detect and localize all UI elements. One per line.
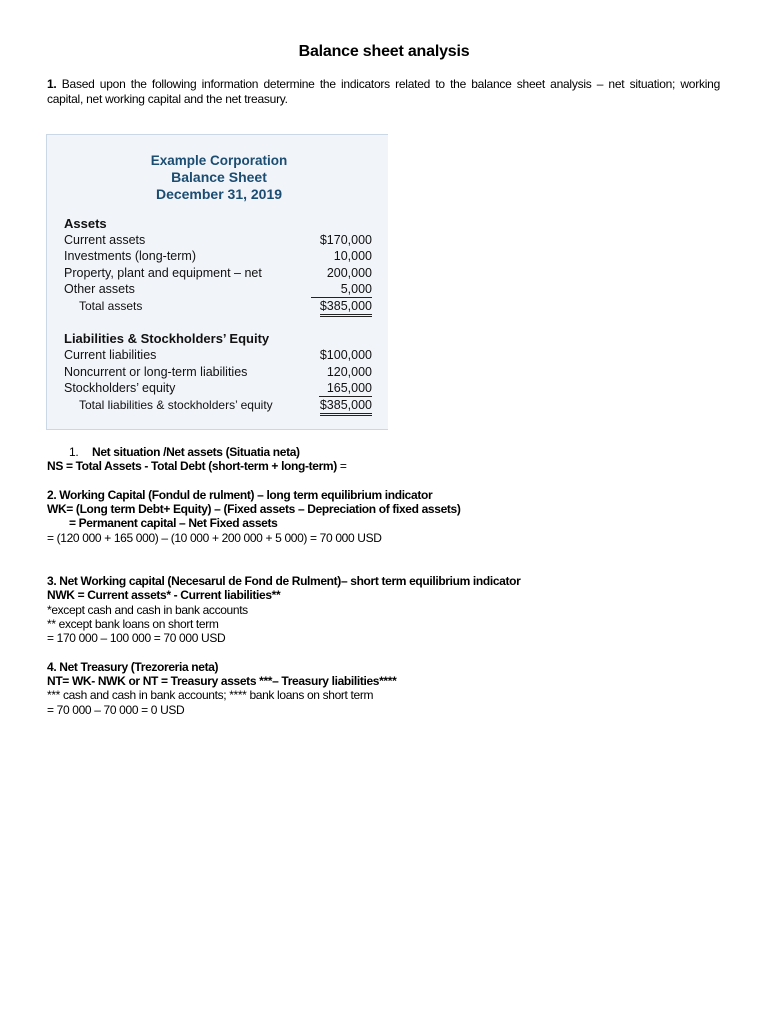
bs-row-label: Current assets: [64, 233, 146, 247]
bs-row-label: Property, plant and equipment – net: [64, 266, 262, 280]
page-title: Balance sheet analysis: [298, 43, 470, 60]
nt-calculation: = 70 000 – 70 000 = 0 USD: [47, 703, 185, 717]
bs-row-label: Other assets: [64, 282, 135, 296]
nwk-note-1: *except cash and cash in bank accounts: [47, 603, 248, 617]
bs-liabilities-heading: Liabilities & Stockholders’ Equity: [64, 331, 270, 346]
nt-note: *** cash and cash in bank accounts; **** bank loans on short term: [47, 688, 374, 702]
bs-asset-row: [64, 266, 372, 282]
section-2-heading: 2. Working Capital (Fondul de rulment) – long term equilibrium indicator: [47, 488, 433, 502]
bs-row-amount: 5,000: [311, 282, 372, 298]
intro-text: Based upon the following information determine the indicators related to the balance sheet analysis – net situation; working capital, net working capital and the net treasury.: [47, 77, 720, 106]
bs-row-amount: $385,000: [320, 299, 372, 317]
nwk-formula: NWK = Current assets* - Current liabilities**: [47, 588, 281, 602]
section-1-formula: [47, 459, 347, 473]
bs-total-assets-row: [64, 299, 372, 315]
nwk-note-2: ** except bank loans on short term: [47, 617, 219, 631]
bs-liability-row: [64, 348, 372, 364]
bs-name: Balance Sheet: [171, 169, 267, 185]
bs-company: Example Corporation: [150, 153, 288, 168]
bs-row-amount: 120,000: [326, 365, 372, 379]
nt-formula: NT= WK- NWK or NT = Treasury assets ***– Treasury liabilities****: [47, 674, 397, 688]
bs-asset-row: [64, 233, 372, 249]
bs-row-label: Current liabilities: [64, 348, 157, 362]
nwk-calculation: = 170 000 – 100 000 = 70 000 USD: [47, 631, 226, 645]
bs-row-amount: 200,000: [326, 266, 372, 280]
section-1-title: Net situation /Net assets (Situatia neta): [92, 445, 300, 459]
bs-row-amount: 10,000: [333, 249, 372, 263]
section-3-heading: 3. Net Working capital (Necesarul de Fond de Rulment)– short term equilibrium indicator: [47, 574, 521, 588]
bs-asset-row: [64, 282, 372, 298]
bs-row-label: Total assets: [79, 299, 143, 313]
bs-liability-row: [64, 365, 372, 381]
bs-assets-heading: Assets: [64, 216, 107, 231]
ns-formula: NS = Total Assets - Total Debt (short-term + long-term): [47, 459, 337, 473]
wk-calculation: = (120 000 + 165 000) – (10 000 + 200 000 + 5 000) = 70 000 USD: [47, 531, 382, 545]
bs-row-label: Noncurrent or long-term liabilities: [64, 365, 248, 379]
bs-total-liab-row: [64, 398, 372, 414]
intro-paragraph: [47, 77, 720, 106]
bs-liability-row: [64, 381, 372, 397]
bs-row-amount: $385,000: [320, 398, 372, 416]
bs-row-label: Investments (long-term): [64, 249, 196, 263]
wk-formula: WK= (Long term Debt+ Equity) – (Fixed assets – Depreciation of fixed assets): [47, 502, 461, 516]
bs-row-amount: 165,000: [319, 381, 372, 397]
bs-row-amount: $170,000: [319, 233, 372, 247]
bs-asset-row: [64, 249, 372, 265]
wk-formula-line2: = Permanent capital – Net Fixed assets: [69, 516, 278, 530]
section-1-heading: [69, 445, 300, 459]
bs-row-label: Total liabilities & stockholders’ equity: [79, 398, 273, 412]
intro-number: 1.: [47, 77, 57, 91]
bs-row-label: Stockholders’ equity: [64, 381, 176, 395]
bs-row-amount: $100,000: [319, 348, 372, 362]
section-1-number: 1.: [69, 445, 79, 459]
ns-formula-equals: =: [336, 459, 347, 473]
bs-date: December 31, 2019: [155, 186, 283, 202]
balance-sheet-image: [46, 134, 388, 430]
section-4-heading: 4. Net Treasury (Trezoreria neta): [47, 660, 219, 674]
